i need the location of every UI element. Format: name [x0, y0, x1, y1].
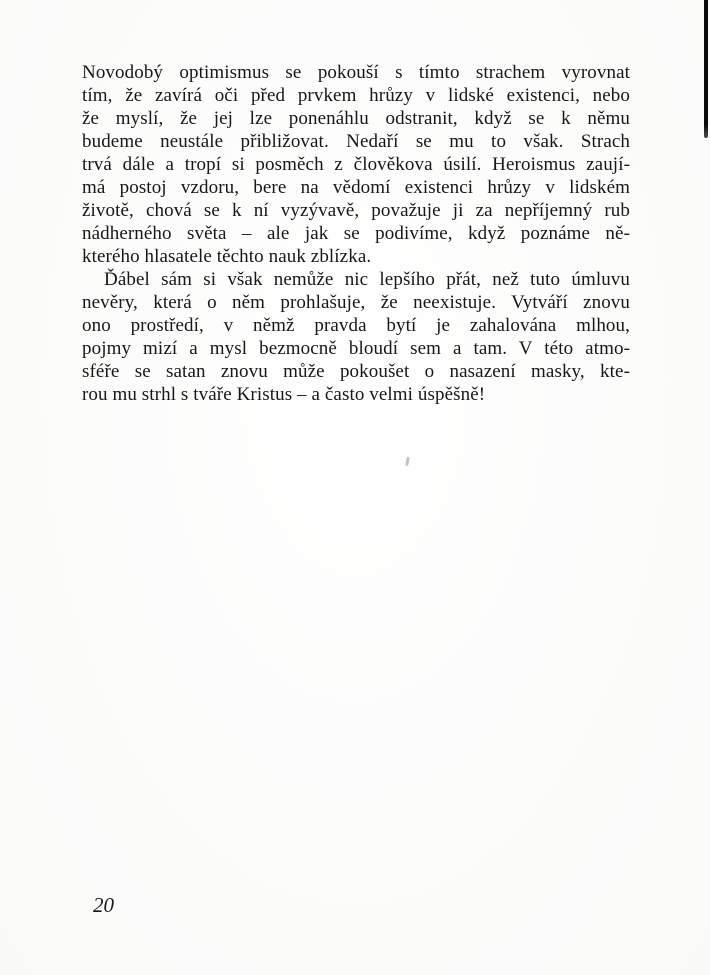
text-line: že myslí, že jej lze ponenáhlu odstranit, když se k němu: [82, 108, 630, 129]
text-line: životě, chová se k ní vyzývavě, považuje ji za nepříjemný rub: [82, 200, 630, 221]
text-line: kterého hlasatele těchto nauk zblízka.: [82, 246, 372, 267]
text-line: pojmy mizí a mysl bezmocně bloudí sem a tam. V této atmo-: [82, 338, 630, 359]
page-number: 20: [93, 893, 114, 917]
text-block: [82, 61, 630, 406]
text-line: rou mu strhl s tváře Kristus – a často velmi úspěšně!: [82, 384, 486, 405]
paragraph-2: [82, 268, 630, 406]
text-line: budeme neustále přibližovat. Nedaří se mu to však. Strach: [82, 131, 630, 152]
text-line: Novodobý optimismus se pokouší s tímto strachem vyrovnat: [82, 62, 630, 83]
text-line: nevěry, která o něm prohlašuje, že neexistuje. Vytváří znovu: [82, 292, 630, 313]
text-line: trvá dále a tropí si posměch z člověkova úsilí. Heroismus zaují-: [82, 154, 630, 175]
scan-speck-artifact: [405, 457, 410, 466]
text-line: má postoj vzdoru, bere na vědomí existenci hrůzy v lidském: [82, 177, 630, 198]
text-line: nádherného světa – ale jak se podivíme, když poznáme ně-: [82, 223, 630, 244]
text-line: tím, že zavírá oči před prvkem hrůzy v lidské existenci, nebo: [82, 85, 630, 106]
text-line: Ďábel sám si však nemůže nic lepšího přát, než tuto úmluvu: [104, 269, 630, 290]
text-line: ono prostředí, v němž pravda bytí je zahalována mlhou,: [82, 315, 630, 336]
paragraph-1: [82, 61, 630, 268]
scan-edge-artifact: [704, 0, 708, 138]
text-line: sféře se satan znovu může pokoušet o nasazení masky, kte-: [82, 361, 630, 382]
